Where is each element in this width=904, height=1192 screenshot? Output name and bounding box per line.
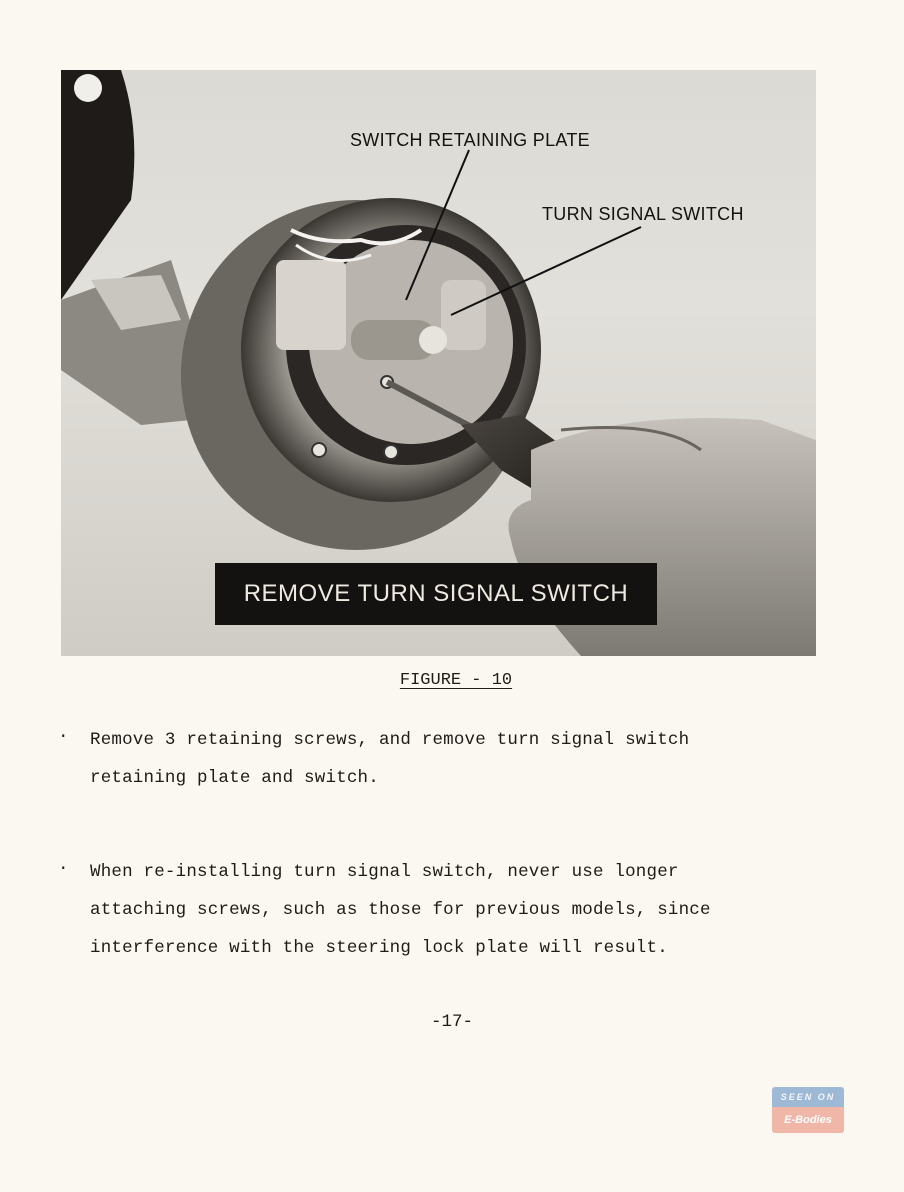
step-2-line-2: attaching screws, such as those for previous models, since	[90, 900, 711, 920]
step-2-line-1: When re-installing turn signal switch, never use longer	[90, 862, 679, 882]
figure-caption-text: FIGURE - 10	[399, 671, 513, 690]
step-2-bullet: .	[58, 855, 69, 875]
watermark-top: SEEN ON	[772, 1087, 844, 1107]
page-number: -17-	[430, 1012, 473, 1032]
step-1-line-2: retaining plate and switch.	[90, 768, 379, 788]
figure-caption	[0, 671, 904, 690]
figure-banner: REMOVE TURN SIGNAL SWITCH	[215, 563, 657, 625]
callout-turn-signal-switch: TURN SIGNAL SWITCH	[542, 204, 744, 224]
watermark-badge	[772, 1087, 844, 1133]
step-1-line-1: Remove 3 retaining screws, and remove turn signal switch	[90, 730, 690, 750]
callout-retaining-plate: SWITCH RETAINING PLATE	[350, 130, 590, 150]
step-2-line-3: interference with the steering lock plate will result.	[90, 938, 668, 958]
step-1-bullet: .	[58, 723, 69, 743]
step-1-text	[90, 721, 790, 797]
step-2-text	[90, 853, 790, 967]
figure-photo	[61, 70, 816, 656]
watermark-bottom: E-Bodies	[772, 1107, 844, 1133]
